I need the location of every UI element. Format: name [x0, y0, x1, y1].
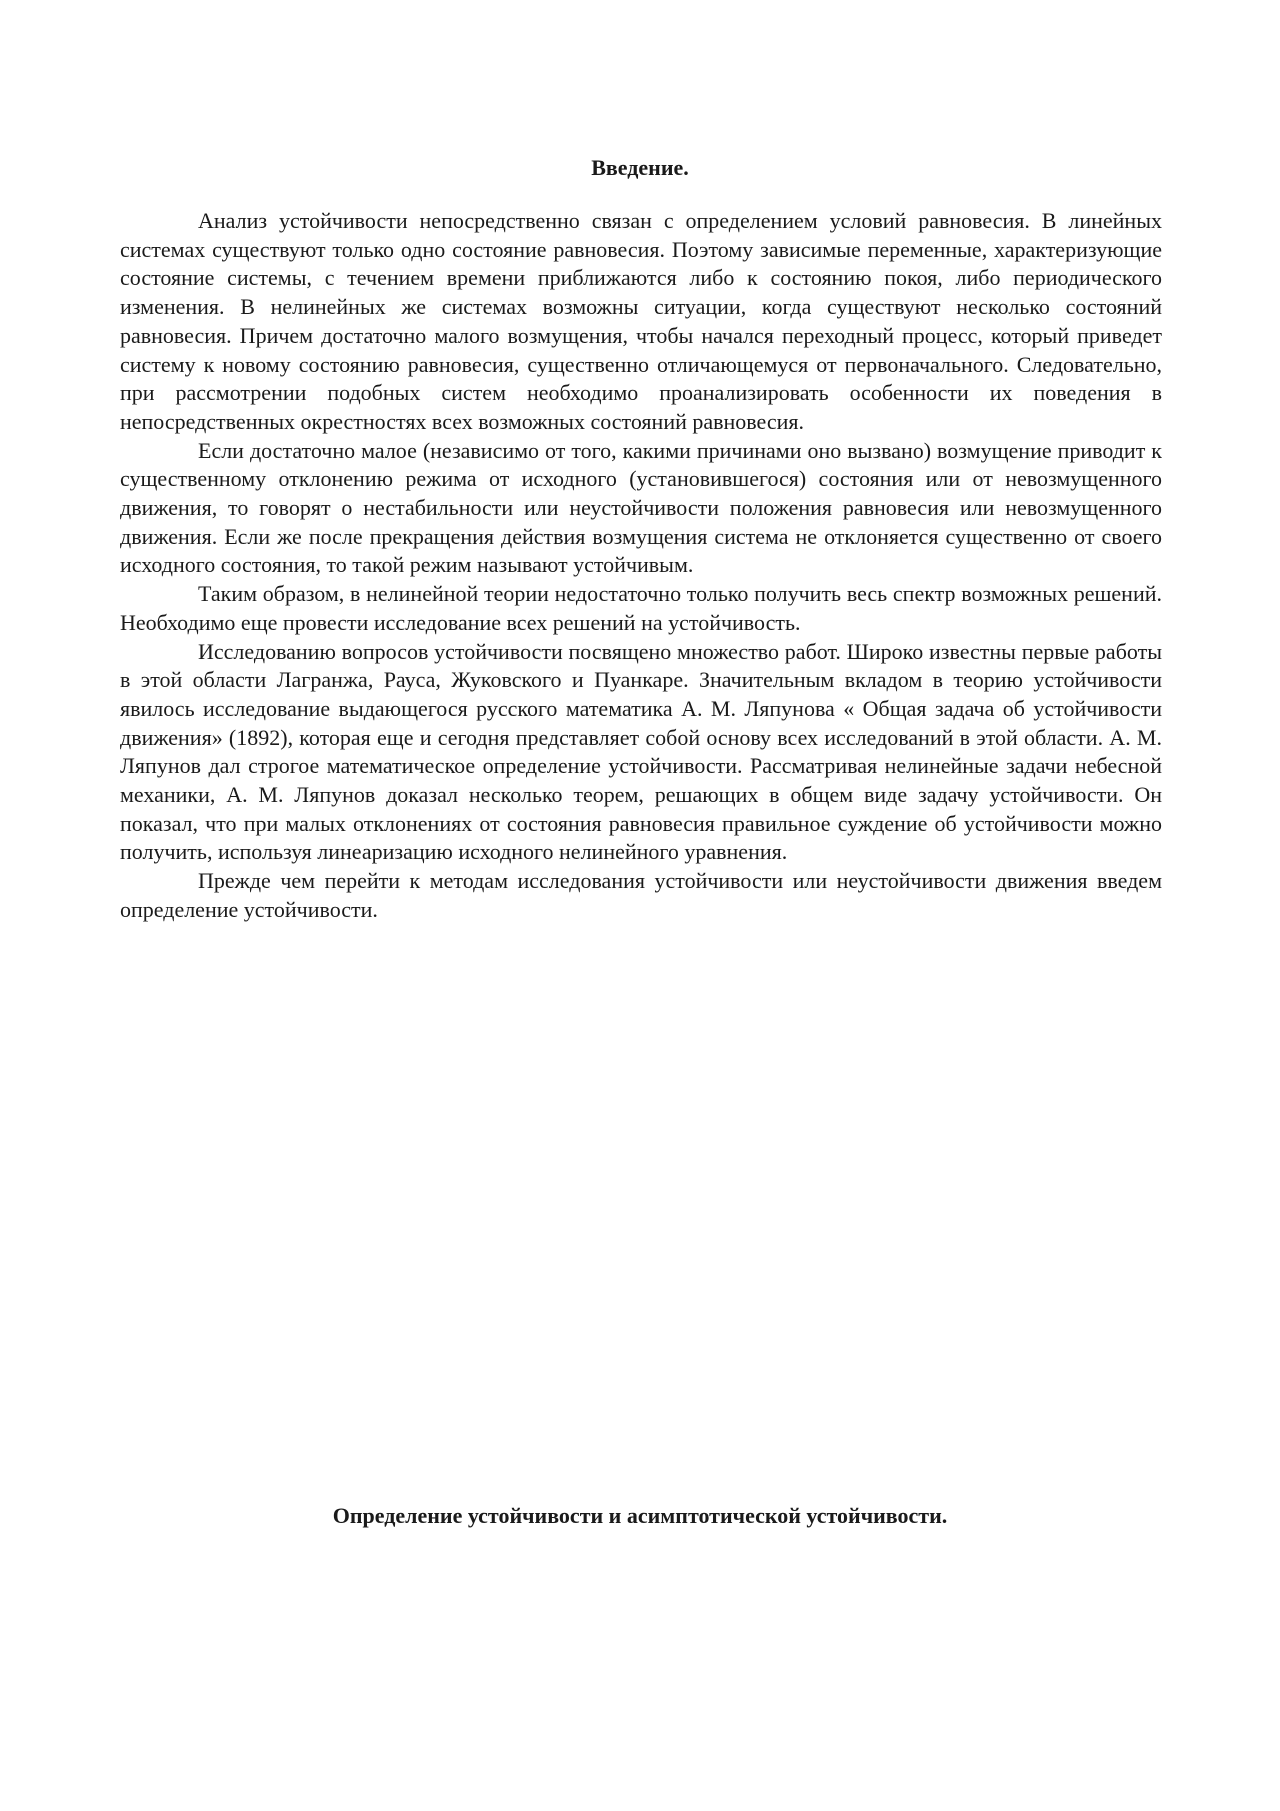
paragraph-lyapunov: Исследованию вопросов устойчивости посвящено множество работ. Широко известны первые работы в этой области Лагранжа, Рауса, Жуковского и Пуанкаре. Значительным вкладом в теорию устойчивости явилось исследование выдающегося русского математика А. М. Ляпунова « Общая задача об устойчивости движения» (1892), которая еще и сегодня представляет собой основу всех исследований в этой области. А. М. Ляпунов дал строгое математическое определение устойчивости. Рассматривая нелинейные задачи небесной механики, А. М. Ляпунов доказал несколько теорем, решающих в общем виде задачу устойчивости. Он показал, что при малых отклонениях от состояния равновесия правильное суждение об устойчивости можно получить, используя линеаризацию исходного нелинейного уравнения.	[120, 638, 1162, 865]
paragraph-perturbation: Если достаточно малое (независимо от того, какими причинами оно вызвано) возмущение приводит к существенному отклонению режима от исходного (установившегося) состояния или от невозмущенного движения, то говорят о нестабильности или неустойчивости положения равновесия или невозмущенного движения. Если же после прекращения действия возмущения система не отклоняется существенно от своего исходного состояния, то такой режим называют устойчивым.	[120, 437, 1162, 578]
paragraph-stability-analysis: Анализ устойчивости непосредственно связан с определением условий равновесия. В линейных системах существуют только одно состояние равновесия. Поэтому зависимые переменные, характеризующие состояние системы, с течением времени приближаются либо к состоянию покоя, либо периодического изменения. В нелинейных же системах возможны ситуации, когда существуют несколько состояний равновесия. Причем достаточно малого возмущения, чтобы начался переходный процесс, который приведет систему к новому состоянию равновесия, существенно отличающемуся от первоначального. Следовательно, при рассмотрении подобных систем необходимо проанализировать особенности их поведения в непосредственных окрестностях всех возможных состояний равновесия.	[120, 208, 1162, 434]
definition-heading: Определение устойчивости и асимптотической устойчивости.	[332, 1503, 948, 1528]
paragraph-nonlinear-theory: Таким образом, в нелинейной теории недостаточно только получить весь спектр возможных решений. Необходимо еще провести исследование всех решений на устойчивость.	[120, 581, 1162, 635]
intro-heading: Введение.	[591, 155, 689, 180]
paragraph-transition: Прежде чем перейти к методам исследования устойчивости или неустойчивости движения введем определение устойчивости.	[120, 868, 1162, 922]
body-text	[120, 207, 1162, 925]
